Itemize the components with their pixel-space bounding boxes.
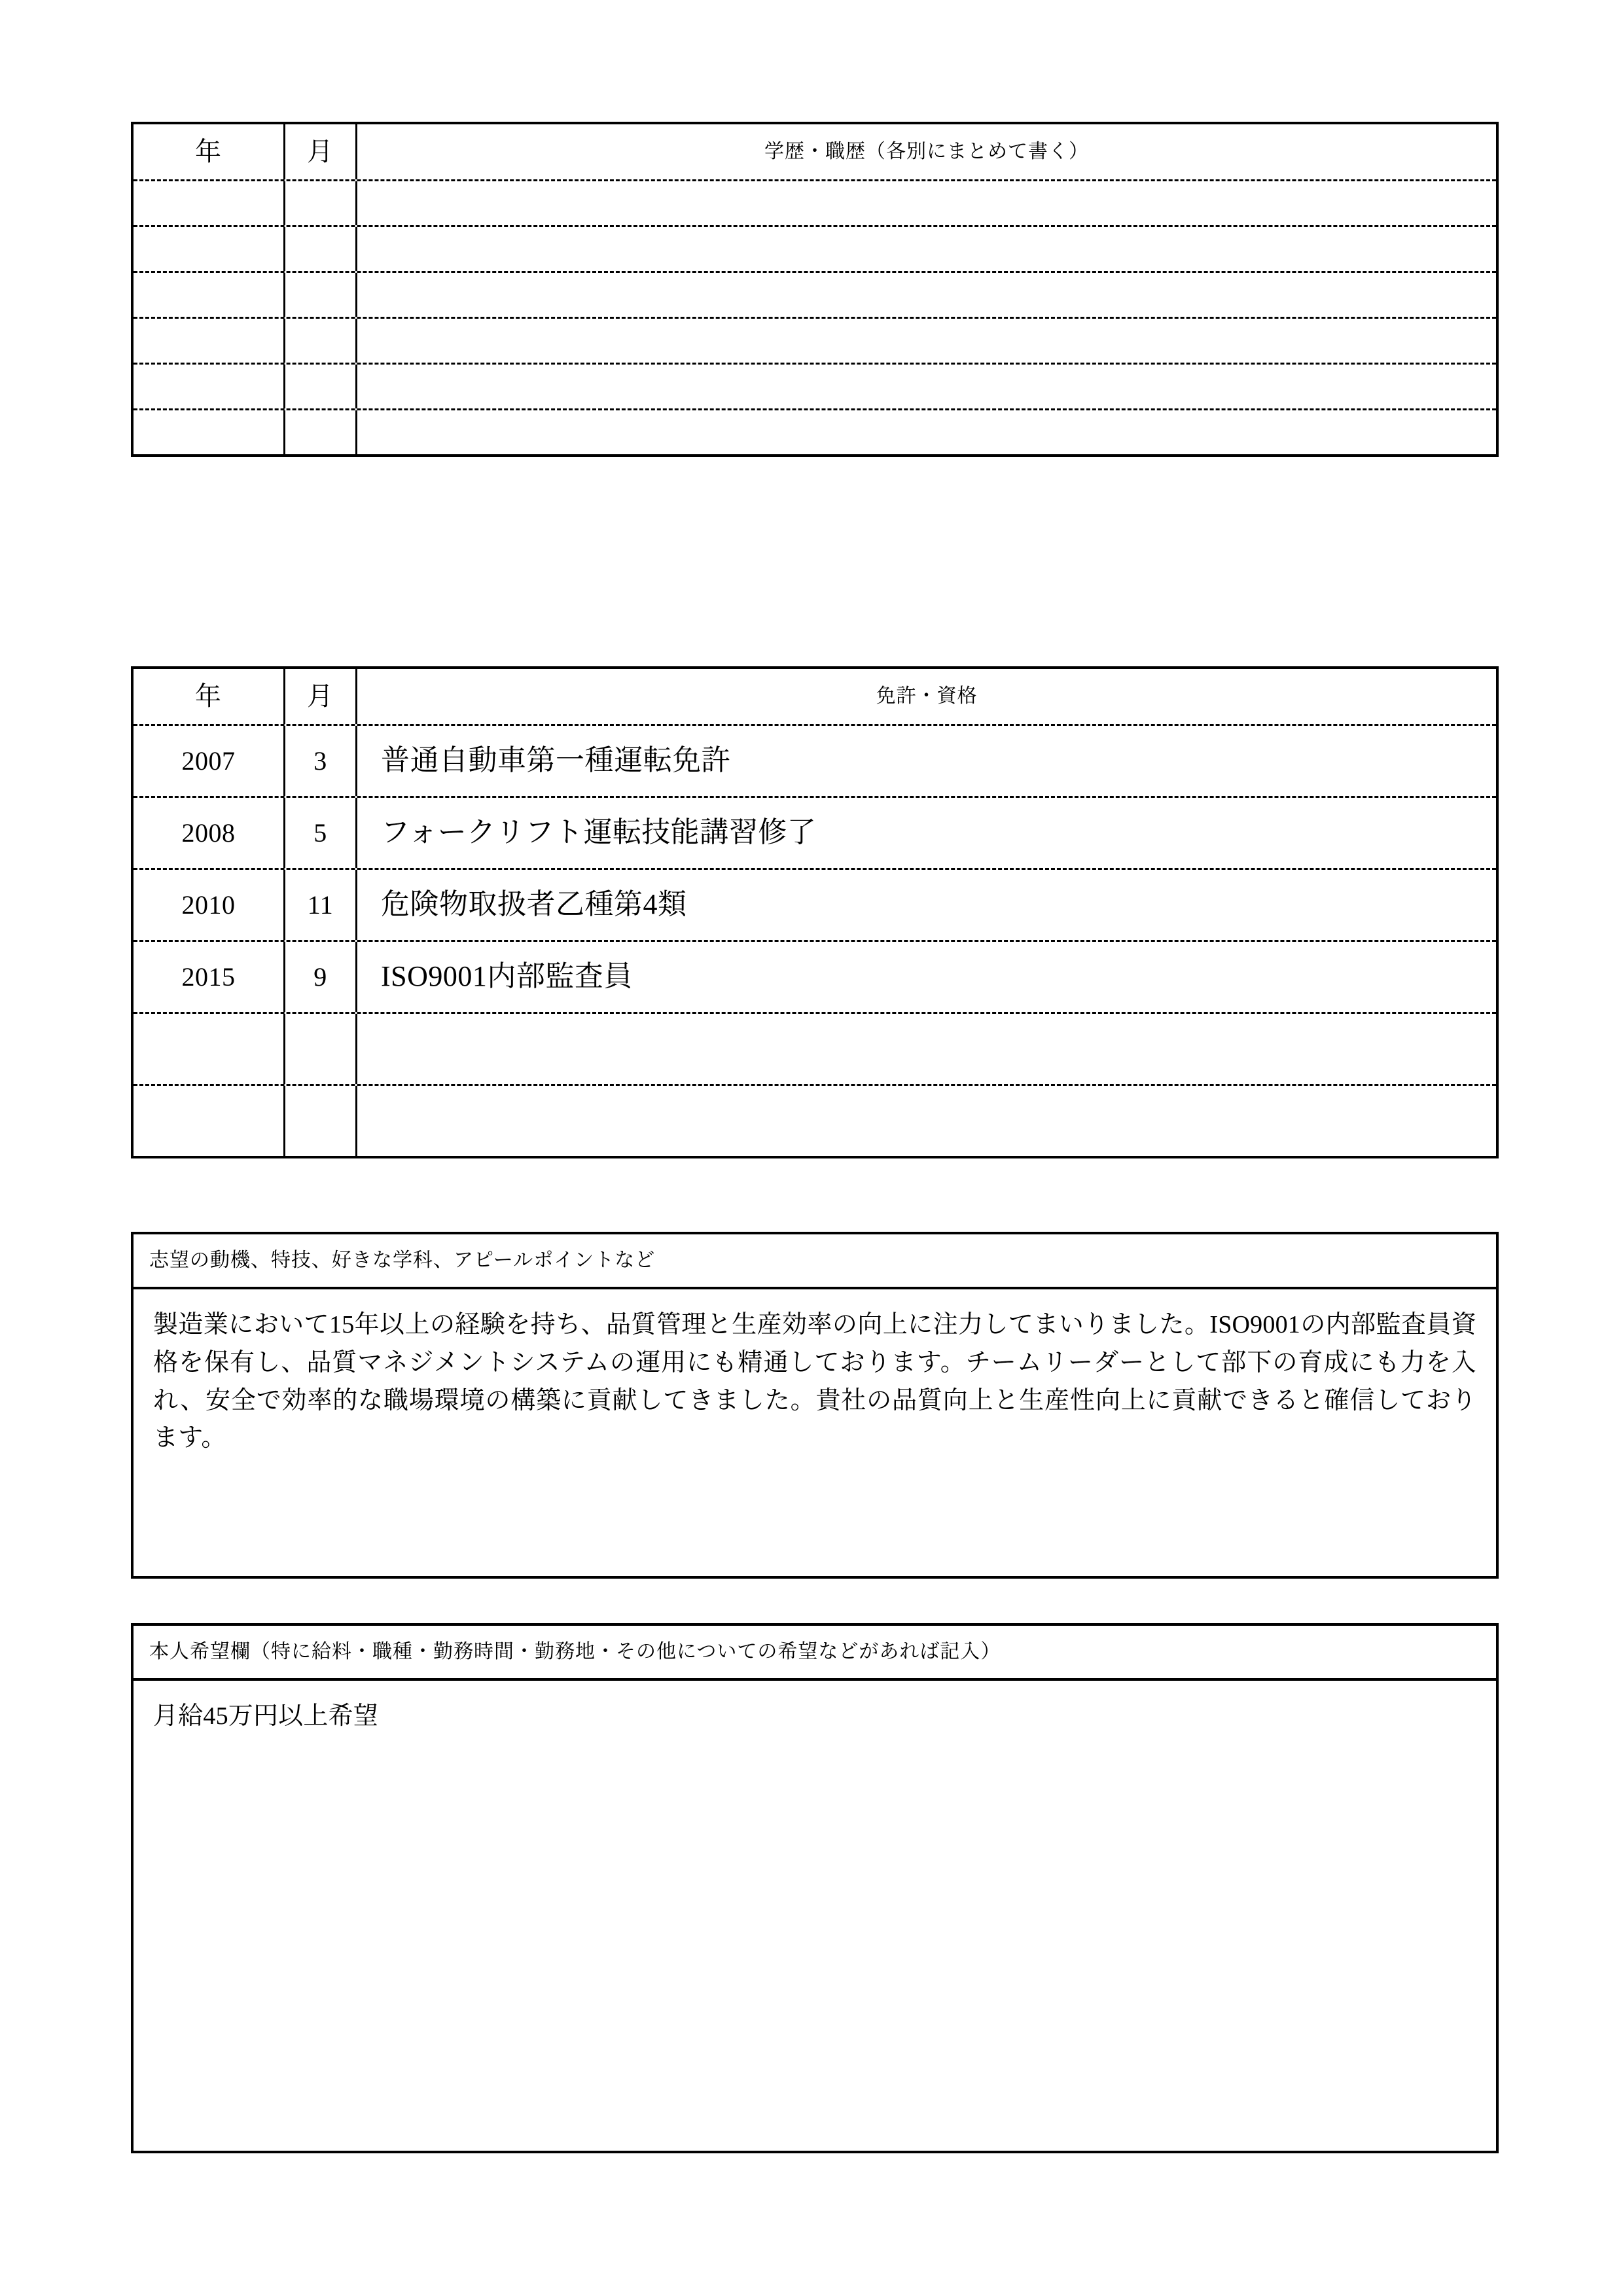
license-text-cell[interactable] xyxy=(357,726,1496,796)
education-header-month-label: 月 xyxy=(307,137,334,166)
table-row[interactable] xyxy=(134,1012,1496,1084)
license-year-value: 2007 xyxy=(181,745,236,776)
education-month-cell[interactable] xyxy=(285,273,357,317)
license-month-cell[interactable] xyxy=(285,798,357,868)
license-year-value: 2015 xyxy=(181,961,236,992)
license-qualification-table xyxy=(131,666,1499,1158)
table-row[interactable] xyxy=(134,796,1496,868)
personal-request-label: 本人希望欄（特に給料・職種・勤務時間・勤務地・その他についての希望などがあれば記入） xyxy=(134,1626,1496,1681)
license-header-year-label: 年 xyxy=(195,681,222,711)
table-row[interactable] xyxy=(134,317,1496,363)
license-year-cell[interactable] xyxy=(134,942,285,1012)
license-year-cell[interactable] xyxy=(134,1014,285,1084)
license-header-title-cell xyxy=(357,669,1496,724)
license-month-cell[interactable] xyxy=(285,726,357,796)
license-year-value: 2010 xyxy=(181,889,236,920)
education-year-cell[interactable] xyxy=(134,365,285,408)
license-header-month-label: 月 xyxy=(307,681,334,711)
license-header-month-cell xyxy=(285,669,357,724)
personal-request-section xyxy=(131,1623,1499,2153)
education-year-cell[interactable] xyxy=(134,181,285,225)
license-text-value: 普通自動車第一種運転免許 xyxy=(381,744,730,777)
license-table-header-row xyxy=(134,669,1496,724)
license-text-cell[interactable] xyxy=(357,798,1496,868)
motivation-body-area[interactable] xyxy=(134,1289,1496,1559)
table-row[interactable] xyxy=(134,940,1496,1012)
education-header-month-cell xyxy=(285,124,357,179)
education-year-cell[interactable] xyxy=(134,273,285,317)
education-month-cell[interactable] xyxy=(285,365,357,408)
motivation-body-text: 製造業において15年以上の経験を持ち、品質管理と生産効率の向上に注力してまいりました。ISO9001の内部監査員資格を保有し、品質マネジメントシステムの運用にも精通しております。チームリーダーとして部下の育成にも力を入れ、安全で効率的な職場環境の構築に貢献してきました。貴社の品質向上と生産性向上に貢献できると確信しております。 xyxy=(153,1311,1476,1452)
table-row[interactable] xyxy=(134,868,1496,940)
table-row[interactable] xyxy=(134,271,1496,317)
education-month-cell[interactable] xyxy=(285,181,357,225)
license-header-year-cell xyxy=(134,669,285,724)
license-text-value: ISO9001内部監査員 xyxy=(381,960,633,993)
education-month-cell[interactable] xyxy=(285,410,357,454)
education-year-cell[interactable] xyxy=(134,319,285,363)
license-text-value: 危険物取扱者乙種第4類 xyxy=(381,888,687,921)
education-text-cell[interactable] xyxy=(357,227,1496,271)
education-text-cell[interactable] xyxy=(357,365,1496,408)
license-text-cell[interactable] xyxy=(357,870,1496,940)
education-header-title-cell xyxy=(357,124,1496,179)
education-header-year-cell xyxy=(134,124,285,179)
table-row[interactable] xyxy=(134,363,1496,408)
education-year-cell[interactable] xyxy=(134,410,285,454)
education-header-title-label: 学歴・職歴（各別にまとめて書く） xyxy=(764,141,1089,162)
license-year-cell[interactable] xyxy=(134,870,285,940)
education-text-cell[interactable] xyxy=(357,181,1496,225)
license-year-cell[interactable] xyxy=(134,1086,285,1156)
education-month-cell[interactable] xyxy=(285,227,357,271)
table-row[interactable] xyxy=(134,179,1496,225)
license-month-value: 5 xyxy=(313,817,327,848)
table-row[interactable] xyxy=(134,724,1496,796)
personal-request-body-area[interactable] xyxy=(134,1681,1496,2134)
license-month-cell[interactable] xyxy=(285,1014,357,1084)
license-month-value: 9 xyxy=(313,961,327,992)
table-row[interactable] xyxy=(134,408,1496,454)
table-row[interactable] xyxy=(134,225,1496,271)
license-text-cell[interactable] xyxy=(357,1086,1496,1156)
license-header-title-label: 免許・資格 xyxy=(876,685,978,707)
license-year-cell[interactable] xyxy=(134,726,285,796)
education-year-cell[interactable] xyxy=(134,227,285,271)
education-text-cell[interactable] xyxy=(357,273,1496,317)
education-text-cell[interactable] xyxy=(357,319,1496,363)
license-month-value: 11 xyxy=(307,889,334,920)
education-history-table xyxy=(131,122,1499,457)
license-year-cell[interactable] xyxy=(134,798,285,868)
license-month-value: 3 xyxy=(313,745,327,776)
education-text-cell[interactable] xyxy=(357,410,1496,454)
license-text-value: フォークリフト運転技能講習修了 xyxy=(381,816,817,849)
license-year-value: 2008 xyxy=(181,817,236,848)
table-row[interactable] xyxy=(134,1084,1496,1156)
license-text-cell[interactable] xyxy=(357,1014,1496,1084)
education-header-year-label: 年 xyxy=(195,137,222,166)
motivation-section xyxy=(131,1232,1499,1579)
education-month-cell[interactable] xyxy=(285,319,357,363)
license-text-cell[interactable] xyxy=(357,942,1496,1012)
license-month-cell[interactable] xyxy=(285,870,357,940)
license-month-cell[interactable] xyxy=(285,1086,357,1156)
motivation-label: 志望の動機、特技、好きな学科、アピールポイントなど xyxy=(134,1234,1496,1289)
license-month-cell[interactable] xyxy=(285,942,357,1012)
education-table-header-row xyxy=(134,124,1496,179)
personal-request-body-text: 月給45万円以上希望 xyxy=(153,1702,379,1730)
